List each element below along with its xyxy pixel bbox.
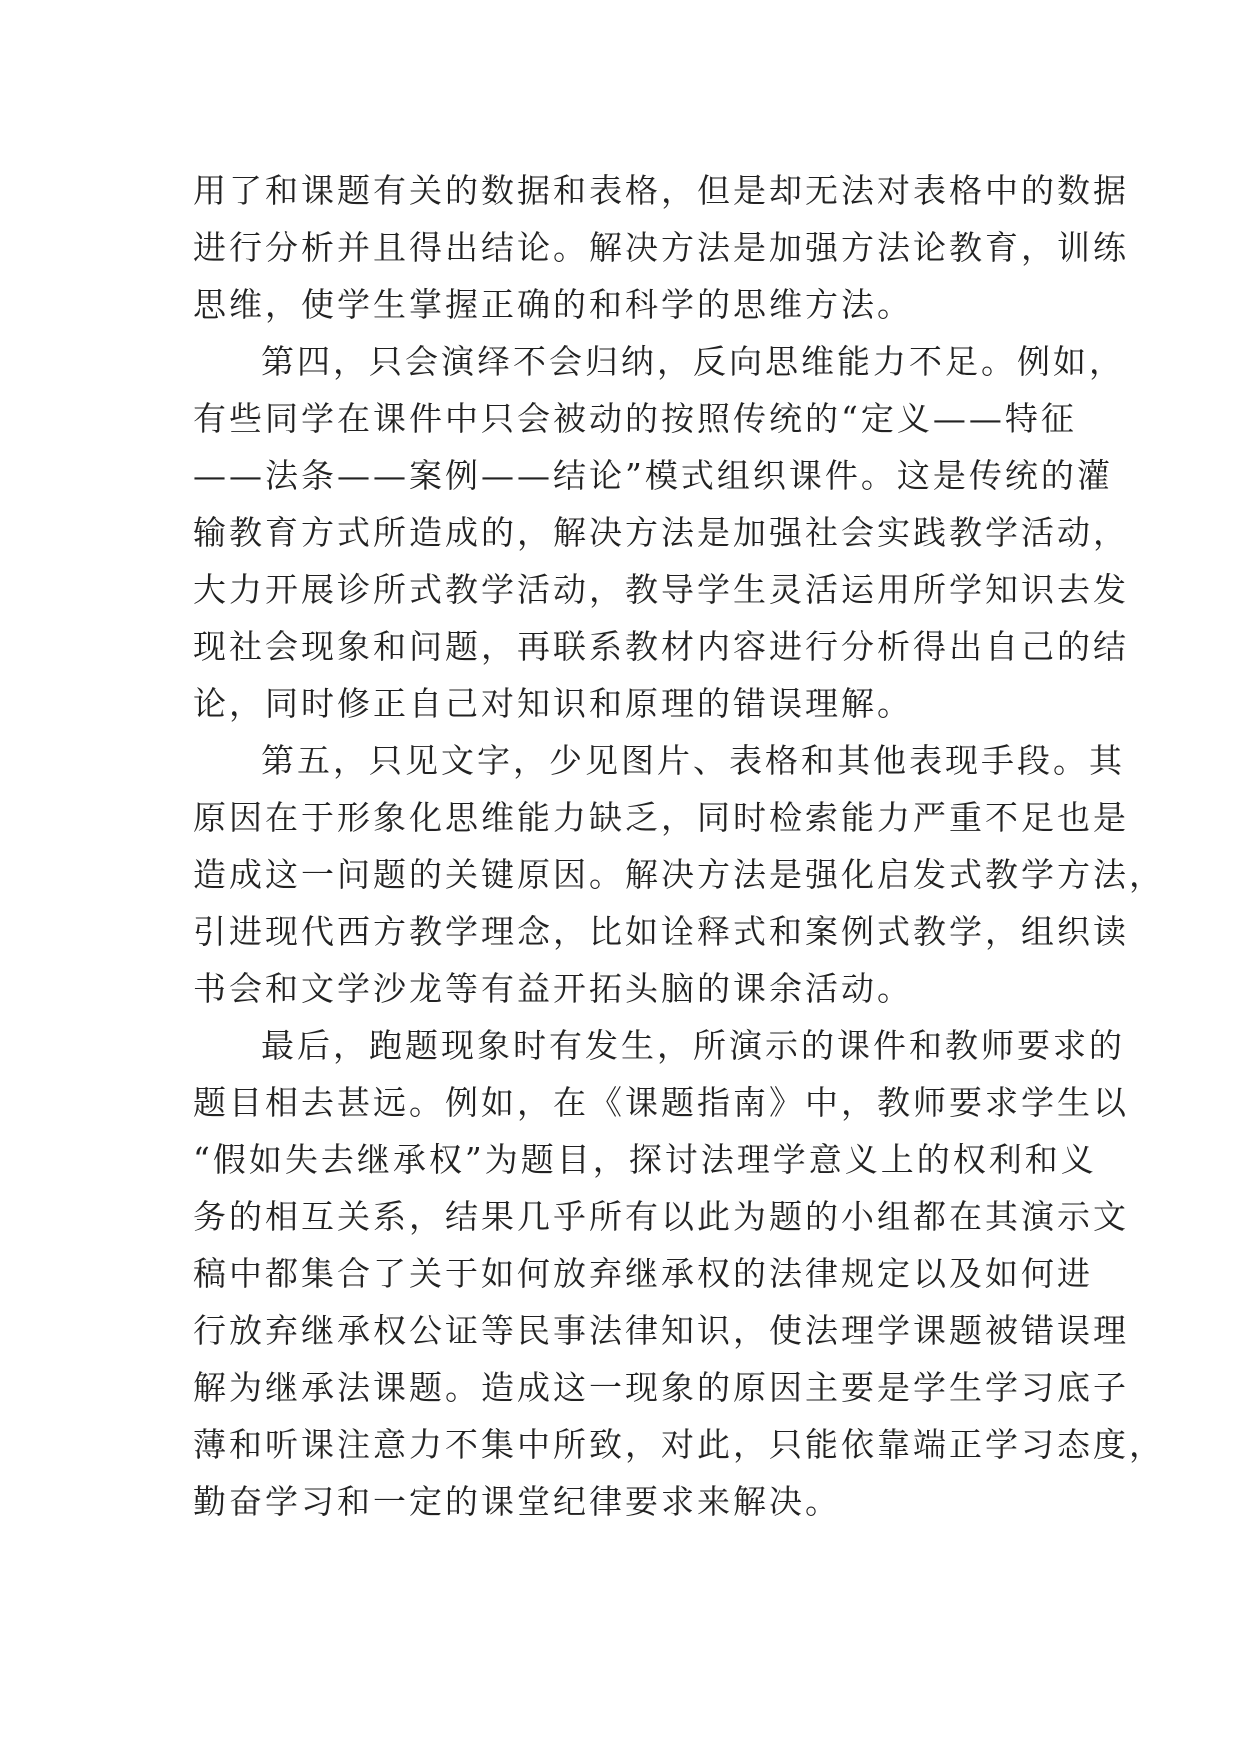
text-line: 大力开展诊所式教学活动，教导学生灵活运用所学知识去发 [193,570,1129,609]
text-line: 原因在于形象化思维能力缺乏，同时检索能力严重不足也是 [193,798,1129,837]
text-line: 论，同时修正自己对知识和原理的错误理解。 [193,684,913,723]
text-line: 引进现代西方教学理念，比如诠释式和案例式教学，组织读 [193,912,1129,951]
text-line: “假如失去继承权”为题目，探讨法理学意义上的权利和义 [193,1140,1097,1179]
paragraph-first-line: 最后，跑题现象时有发生，所演示的课件和教师要求的 [261,1026,1125,1065]
text-line: 思维，使学生掌握正确的和科学的思维方法。 [193,285,913,324]
text-line: 稿中都集合了关于如何放弃继承权的法律规定以及如何进 [193,1254,1093,1293]
text-line: 用了和课题有关的数据和表格，但是却无法对表格中的数据 [193,171,1129,210]
text-line: 造成这一问题的关键原因。解决方法是强化启发式教学方法， [193,855,1165,894]
text-line: 进行分析并且得出结论。解决方法是加强方法论教育，训练 [193,228,1129,267]
text-line: 题目相去甚远。例如，在《课题指南》中，教师要求学生以 [193,1083,1129,1122]
text-line: 书会和文学沙龙等有益开拓头脑的课余活动。 [193,969,913,1008]
paragraph-first-line: 第四，只会演绎不会归纳，反向思维能力不足。例如， [261,342,1125,381]
text-line: 解为继承法课题。造成这一现象的原因主要是学生学习底子 [193,1368,1129,1407]
text-line: 薄和听课注意力不集中所致，对此，只能依靠端正学习态度， [193,1425,1165,1464]
text-line: 务的相互关系，结果几乎所有以此为题的小组都在其演示文 [193,1197,1129,1236]
text-line: 有些同学在课件中只会被动的按照传统的“定义——特征 [193,399,1077,438]
paragraph-first-line: 第五，只见文字，少见图片、表格和其他表现手段。其 [261,741,1125,780]
text-line: ——法条——案例——结论”模式组织课件。这是传统的灌 [193,456,1113,495]
text-line: 行放弃继承权公证等民事法律知识，使法理学课题被错误理 [193,1311,1129,1350]
text-line: 勤奋学习和一定的课堂纪律要求来解决。 [193,1482,841,1521]
text-line: 现社会现象和问题，再联系教材内容进行分析得出自己的结 [193,627,1129,666]
text-line: 输教育方式所造成的，解决方法是加强社会实践教学活动， [193,513,1129,552]
document-body [193,162,1165,1530]
